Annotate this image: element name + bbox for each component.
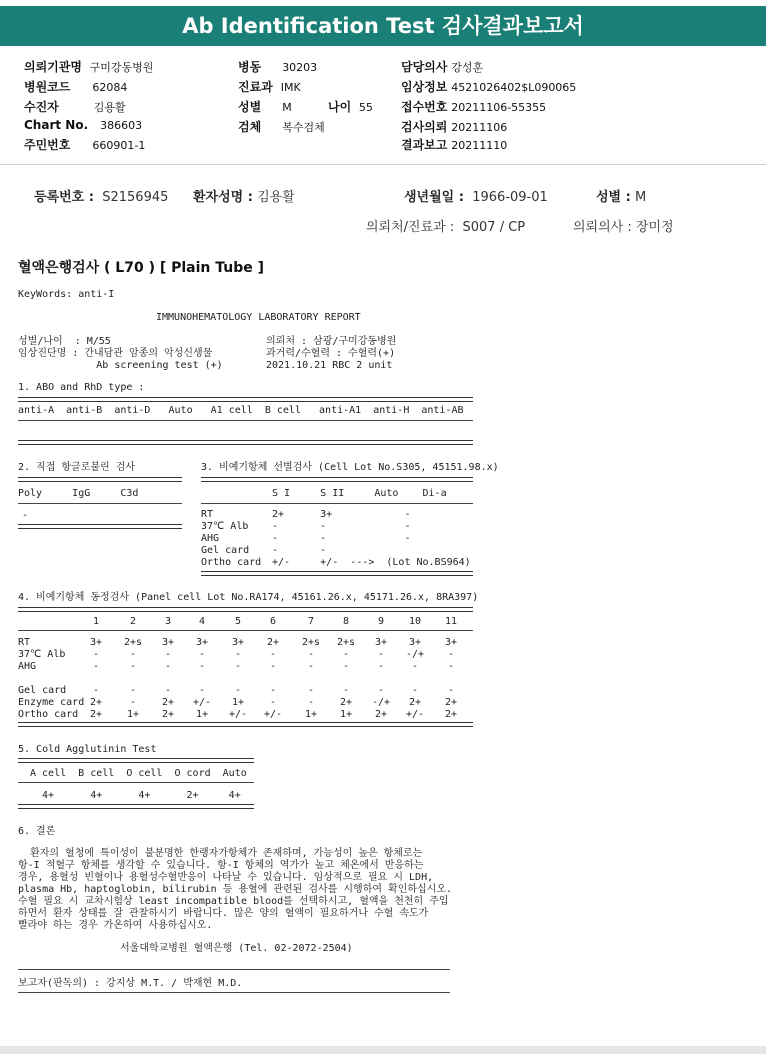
panel-cell: - — [377, 649, 385, 660]
panel-column-header: 8 — [342, 616, 350, 627]
hospital-code-label: 병원코드 — [24, 80, 71, 94]
divider — [18, 630, 473, 631]
panel-column-header: 7 — [307, 616, 315, 627]
dat-title: 2. 직접 항글로불린 검사 — [18, 462, 136, 473]
screening-row-label: Ortho card — [201, 557, 262, 568]
conclusion-line: 하면서 환자 상태를 잘 관찰하시기 바랍니다. 많은 양의 혈액이 필요하거나 수혈 속도가 — [18, 908, 429, 919]
divider — [18, 969, 450, 970]
report-date-value: 20211110 — [451, 139, 508, 152]
panel-cell: 2+ — [161, 697, 175, 708]
panel-cell: - — [234, 661, 242, 672]
panel-row-label: 37℃ Alb — [18, 649, 66, 660]
panel-cell: 2+s — [301, 637, 321, 648]
panel-column-header: 5 — [234, 616, 242, 627]
doctor-row — [401, 58, 483, 75]
conclusion-line: 경우, 용혈성 빈혈이나 용혈성수혈반응이 나타날 수 있습니다. 임상적으로 필요 시 LDH, — [18, 872, 434, 883]
panel-cell: -/+ — [405, 649, 425, 660]
header-col1-row3 — [24, 98, 126, 115]
patient-sex-label: 성별 : — [596, 190, 631, 205]
conclusion-line: 환자의 혈청에 특이성이 불분명한 한랭자가항체가 존재하며, 가능성이 높은 항체로는 — [18, 848, 423, 859]
panel-cell: 2+ — [89, 697, 103, 708]
report-date-label: 결과보고 — [401, 138, 448, 152]
conclusion-line: 수혈 필요 시 교차시험상 least incompatible blood를 선택하시고, 혈액을 천천히 주입 — [18, 896, 449, 907]
keywords: KeyWords: anti-I — [18, 289, 115, 300]
chart-no-label: Chart No. — [24, 118, 89, 132]
panel-cell: 3+ — [444, 637, 458, 648]
specimen-label: 검체 — [238, 120, 262, 134]
panel-cell: 3+ — [231, 637, 245, 648]
panel-title: 4. 비예기항체 동정검사 (Panel cell Lot No.RA174, 45161.26.x, 45171.26.x, 8RA397) — [18, 592, 479, 603]
ward-value: 30203 — [282, 61, 318, 74]
sex-value: M — [282, 101, 292, 114]
patient-name-value: 김용활 — [257, 190, 295, 205]
panel-cell: 1+ — [304, 709, 318, 720]
panel-cell: - — [342, 649, 350, 660]
panel-column-header: 10 — [408, 616, 422, 627]
doctor-label: 담당의사 — [401, 60, 448, 74]
divider — [18, 397, 473, 402]
divider — [18, 758, 254, 763]
panel-row-label: RT — [18, 637, 31, 648]
panel-cell: - — [129, 649, 137, 660]
rrn-label: 주민번호 — [24, 138, 71, 152]
panel-row-label: Gel card — [18, 685, 67, 696]
panel-column-header: 1 — [92, 616, 100, 627]
panel-cell: - — [164, 661, 172, 672]
conclusion-line: plasma Hb, haptoglobin, bilirubin 등 용혈에 관련된 검사를 시행하여 확인하십시오. — [18, 884, 453, 895]
request-date-label: 검사의뢰 — [401, 120, 448, 134]
divider — [18, 503, 182, 504]
panel-cell: 1+ — [195, 709, 209, 720]
panel-cell: - — [269, 697, 277, 708]
patient-name — [193, 186, 295, 205]
hospital-name-value: 구미강동병원 — [89, 61, 154, 74]
panel-cell: 3+ — [161, 637, 175, 648]
info-referral: 의뢰처 : 삼광/구미강동병원 — [266, 336, 397, 347]
panel-cell: 2+ — [161, 709, 175, 720]
clinical-info-row — [401, 78, 576, 95]
report-date-row — [401, 136, 507, 153]
screening-row-values: - - - — [272, 533, 411, 544]
panel-cell: 1+ — [126, 709, 140, 720]
referring-doctor-label: 의뢰의사 : — [573, 220, 632, 235]
report-title-banner: Ab Identification Test 검사결과보고서 — [0, 6, 766, 46]
panel-cell: - — [129, 685, 137, 696]
divider — [18, 440, 473, 445]
conclusion-line: 항-I 적혈구 항체를 생각할 수 있습니다. 항-I 항체의 역가가 높고 체온에서 반응하는 — [18, 860, 424, 871]
info-transfusion: 2021.10.21 RBC 2 unit — [266, 360, 393, 371]
panel-cell: - — [307, 649, 315, 660]
chart-no-value: 386603 — [100, 119, 143, 132]
dept-label: 진료과 — [238, 80, 273, 94]
info-screening: Ab screening test (+) — [18, 360, 223, 371]
panel-cell: 3+ — [89, 637, 103, 648]
panel-cell: - — [447, 685, 455, 696]
dat-header: Poly IgG C3d — [18, 488, 139, 499]
panel-column-header: 4 — [198, 616, 206, 627]
header-col1-row2 — [24, 78, 127, 95]
registration-no-label: 등록번호 : — [34, 190, 94, 205]
panel-cell: 3+ — [408, 637, 422, 648]
panel-column-header: 11 — [444, 616, 458, 627]
date-of-birth — [404, 186, 548, 205]
sex-label: 성별 — [238, 100, 262, 114]
referring-dept-label: 의뢰처/진료과 : — [366, 220, 455, 235]
patient-sex — [596, 186, 646, 205]
request-date-row — [401, 118, 507, 135]
date-of-birth-value: 1966-09-01 — [472, 190, 548, 205]
panel-cell: - — [447, 649, 455, 660]
panel-column-header: 2 — [129, 616, 137, 627]
panel-cell: - — [92, 685, 100, 696]
panel-cell: - — [92, 661, 100, 672]
panel-cell: 2+s — [123, 637, 143, 648]
header-col1-row4 — [24, 118, 142, 132]
screening-header: S I S II Auto Di-a — [272, 488, 447, 499]
ward-row — [238, 58, 317, 75]
panel-row-label: AHG — [18, 661, 37, 672]
panel-cell: - — [342, 685, 350, 696]
panel-cell: 1+ — [339, 709, 353, 720]
registration-no — [34, 186, 168, 205]
conclusion-line: 빨라야 하는 경우 가온하여 사용하십시오. — [18, 920, 213, 931]
referring-doctor-value: 장미정 — [635, 220, 674, 235]
panel-cell: - — [198, 685, 206, 696]
panel-cell: - — [307, 685, 315, 696]
footer-bar — [0, 1046, 766, 1054]
request-date-value: 20211106 — [451, 121, 508, 134]
divider — [18, 782, 254, 783]
cold-agglutinin-header: A cell B cell O cell O cord Auto — [30, 768, 247, 779]
panel-column-header: 9 — [377, 616, 385, 627]
divider — [18, 524, 182, 529]
divider — [18, 420, 473, 421]
panel-cell: 3+ — [195, 637, 209, 648]
panel-cell: - — [269, 649, 277, 660]
hospital-code-value: 62084 — [92, 81, 128, 94]
divider — [201, 503, 473, 504]
panel-cell: - — [411, 661, 419, 672]
panel-cell: - — [198, 661, 206, 672]
patient-sex-value: M — [634, 190, 647, 205]
panel-cell: - — [411, 685, 419, 696]
screening-title: 3. 비예기항체 선별검사 (Cell Lot No.S305, 45151.98.x) — [201, 462, 499, 473]
panel-cell: - — [129, 661, 137, 672]
dept-row — [238, 78, 301, 95]
panel-cell: - — [269, 685, 277, 696]
panel-cell: - — [164, 649, 172, 660]
screening-row-values: - - — [272, 545, 327, 556]
panel-cell: - — [129, 697, 137, 708]
abo-title: 1. ABO and RhD type : — [18, 382, 145, 393]
specimen-value: 복수검체 — [282, 121, 325, 134]
panel-cell: 1+ — [231, 697, 245, 708]
panel-cell: - — [307, 697, 315, 708]
panel-row-label: Enzyme card — [18, 697, 85, 708]
receipt-no-label: 접수번호 — [401, 100, 448, 114]
panel-cell: - — [342, 661, 350, 672]
screening-row-label: RT — [201, 509, 214, 520]
dept-value: IMK — [280, 81, 301, 94]
conclusion-title: 6. 결론 — [18, 826, 56, 837]
age-value: 55 — [358, 101, 373, 114]
specimen-row — [238, 118, 325, 135]
panel-cell: +/- — [405, 709, 425, 720]
cold-agglutinin-title: 5. Cold Agglutinin Test — [18, 744, 157, 755]
panel-cell: -/+ — [371, 697, 391, 708]
panel-cell: 2+ — [444, 697, 458, 708]
screening-row-values: +/- +/- ---> (Lot No.BS964) — [272, 557, 471, 568]
screening-row-label: 37℃ Alb — [201, 521, 249, 532]
referring-dept — [366, 216, 525, 235]
panel-cell: 2+ — [374, 709, 388, 720]
sex-row — [238, 98, 292, 115]
divider — [18, 477, 182, 482]
screening-row-values: 2+ 3+ - — [272, 509, 411, 520]
date-of-birth-label: 생년월일 : — [404, 190, 464, 205]
patient-label: 수진자 — [24, 100, 59, 114]
panel-cell: - — [198, 649, 206, 660]
header-col1-row1 — [24, 58, 153, 75]
registration-no-value: S2156945 — [102, 190, 169, 205]
screening-row-label: Gel card — [201, 545, 250, 556]
age-label: 나이 — [328, 100, 352, 114]
panel-row-label: Ortho card — [18, 709, 79, 720]
panel-cell: - — [92, 649, 100, 660]
panel-cell: 2+ — [444, 709, 458, 720]
screening-row-values: - - - — [272, 521, 411, 532]
divider — [18, 804, 254, 809]
panel-column-header: 3 — [164, 616, 172, 627]
panel-cell: - — [164, 685, 172, 696]
section-title: 혈액은행검사 ( L70 ) [ Plain Tube ] — [18, 260, 265, 276]
panel-cell: 3+ — [374, 637, 388, 648]
panel-cell: - — [377, 661, 385, 672]
age-row — [328, 98, 373, 115]
abo-header: anti-A anti-B anti-D Auto A1 cell B cell anti-A1 anti-H anti-AB — [18, 405, 464, 416]
clinical-info-label: 임상정보 — [401, 80, 448, 94]
panel-cell: 2+ — [89, 709, 103, 720]
panel-cell: - — [234, 649, 242, 660]
screening-row-label: AHG — [201, 533, 220, 544]
header-col1-row5 — [24, 136, 145, 153]
panel-cell: 2+ — [339, 697, 353, 708]
header-divider — [0, 164, 766, 165]
info-sex-age: 성별/나이 : M/55 — [18, 336, 111, 347]
cold-agglutinin-row: 4+ 4+ 4+ 2+ 4+ — [30, 790, 241, 801]
divider — [18, 607, 473, 612]
info-history: 과거력/수혈력 : 수혈력(+) — [266, 348, 396, 359]
rrn-value: 660901-1 — [92, 139, 146, 152]
reporter: 보고자(판독의) : 강지상 M.T. / 박재현 M.D. — [18, 978, 243, 989]
panel-cell: +/- — [228, 709, 248, 720]
info-diagnosis: 임상진단명 : 간내담관 암종의 악성신생물 — [18, 348, 213, 359]
dat-row: - — [22, 510, 29, 521]
divider — [201, 477, 473, 482]
panel-cell: - — [307, 661, 315, 672]
patient-name-label: 환자성명 : — [193, 190, 253, 205]
referring-doctor — [573, 216, 674, 235]
patient-value: 김용활 — [93, 101, 126, 114]
panel-cell: 2+ — [266, 637, 280, 648]
clinical-info-value: 4521026402$L090065 — [451, 81, 577, 94]
panel-cell: - — [377, 685, 385, 696]
referring-dept-value: S007 / CP — [462, 220, 526, 235]
receipt-no-row — [401, 98, 546, 115]
divider — [18, 722, 473, 727]
panel-cell: - — [447, 661, 455, 672]
panel-cell: - — [269, 661, 277, 672]
lab-report-title: IMMUNOHEMATOLOGY LABORATORY REPORT — [156, 312, 361, 323]
panel-cell: +/- — [192, 697, 212, 708]
ward-label: 병동 — [238, 60, 262, 74]
panel-column-header: 6 — [269, 616, 277, 627]
panel-cell: +/- — [263, 709, 283, 720]
hospital-name-label: 의뢰기관명 — [24, 60, 82, 74]
panel-cell: 2+s — [336, 637, 356, 648]
blood-bank-signature: 서울대학교병원 혈액은행 (Tel. 02-2072-2504) — [120, 943, 353, 954]
panel-cell: - — [234, 685, 242, 696]
doctor-value: 강성훈 — [451, 61, 484, 74]
receipt-no-value: 20211106-55355 — [451, 101, 547, 114]
divider — [18, 992, 450, 993]
panel-cell: 2+ — [408, 697, 422, 708]
divider — [201, 571, 473, 576]
